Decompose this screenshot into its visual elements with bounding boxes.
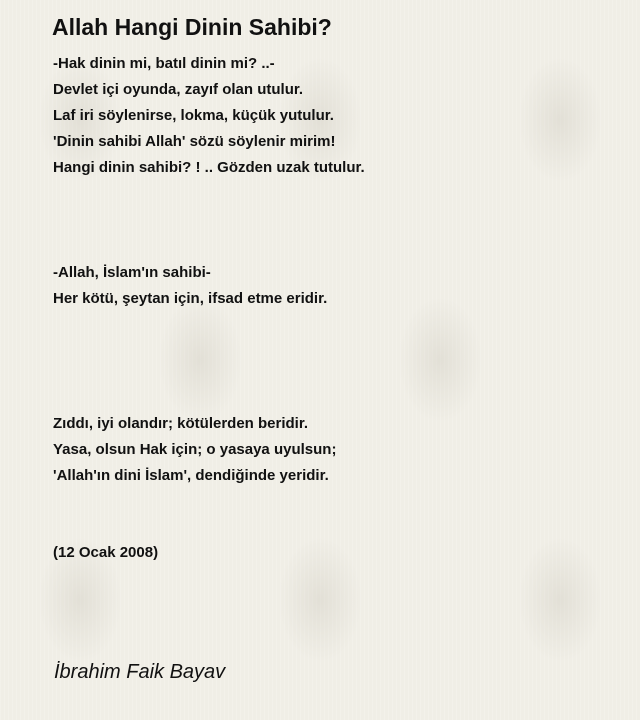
- poem-date: [53, 540, 158, 566]
- stanza-1: [53, 51, 365, 181]
- poem-line: -Hak dinin mi, batıl dinin mi? ..-: [53, 55, 275, 72]
- stanza-3: [53, 411, 336, 489]
- stanza-2: [53, 260, 327, 312]
- poem-line: Yasa, olsun Hak için; o yasaya uyulsun;: [53, 441, 337, 458]
- poem-line: 'Allah'ın dini İslam', dendiğinde yeridir.: [53, 467, 329, 484]
- poem-line: Hangi dinin sahibi? ! .. Gözden uzak tutulur.: [53, 159, 365, 176]
- poem-line: -Allah, İslam'ın sahibi-: [53, 264, 211, 281]
- poem-line: 'Dinin sahibi Allah' sözü söylenir mirim!: [53, 133, 336, 150]
- poem-line: Zıddı, iyi olandır; kötülerden beridir.: [53, 415, 309, 432]
- poem-line: Laf iri söylenirse, lokma, küçük yutulur.: [53, 107, 334, 124]
- poem-author: İbrahim Faik Bayav: [54, 661, 226, 683]
- poem-title: Allah Hangi Dinin Sahibi?: [52, 14, 332, 40]
- date-line: (12 Ocak 2008): [53, 544, 159, 561]
- poem-line: Her kötü, şeytan için, ifsad etme eridir.: [53, 290, 328, 307]
- poem-line: Devlet içi oyunda, zayıf olan utulur.: [53, 81, 304, 98]
